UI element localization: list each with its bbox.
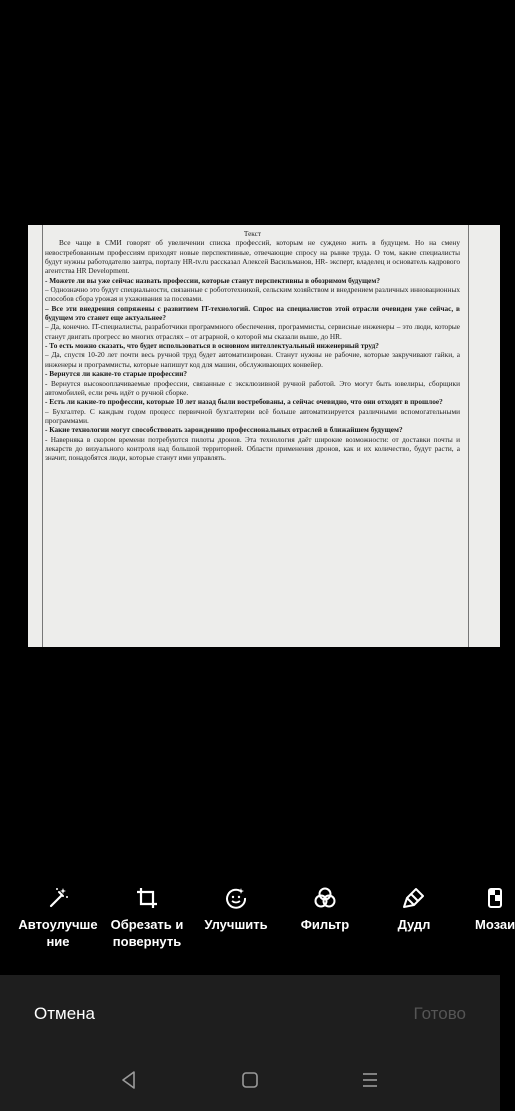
mosaic-icon [487,886,511,910]
filter-button[interactable] [279,880,371,933]
document-paragraph: – Однозначно это будут специальности, связанные с робототехникой, сельским хозяйством и внедрением различных инновационных способов сбора урожая и ухаживания за посевами. [45,285,460,304]
crop-icon [135,886,159,910]
document-paragraph: Все чаще в СМИ говорят об увеличении списка профессий, которым не суждено жить в будущем. Но на смену невостребованным профессиям приходят новые перспективные, отвечающие спросу на рынке труда. О том, какие специалисты будут нужны работодателю завтра, порталу HR-tv.ru рассказал Алексей Васильманов, HR- эксперт, владелец и основатель кадрового агентства HR Development. [45,238,460,276]
mosaic-label: Мозаи [475,917,515,932]
auto-enhance-label: Автоулучше ние [18,917,98,949]
document-paragraph: – Да, конечно. IT-специалисты, разработчики программного обеспечения, программисты, сервисные инженеры – это люди, которые станут двигать прогресс во многих отраслях – от аграрной, о которой мы сказали выше, до HR. [45,322,460,341]
document-paragraph: - То есть можно сказать, что будет использоваться в основном интеллектуальный инженерный труд? [45,341,379,351]
enhance-button[interactable] [190,880,282,933]
menu-icon[interactable] [358,1068,382,1092]
document-text [45,229,460,463]
document-paragraph: - Есть ли какие-то профессии, которые 10 лет назад были востребованы, а сейчас очевидно, что они отходят в прошлое? [45,397,443,407]
document-paragraph: – Все эти внедрения сопряжены с развитием IT-технологий. Спрос на специалистов этой отрасли очевиден уже сейчас, в будущем это станет еще актуальнее? [45,303,460,323]
document-paragraph: - Вернутся высокооплачиваемые профессии, связанные с эксклюзивной ручной работой. Это могут быть ювелиры, сборщики автомобилей, если речь идёт о ручной сборке. [45,378,460,397]
doodle-button[interactable] [368,880,460,933]
crop-rotate-label: Обрезать и повернуть [110,917,184,949]
edit-toolbar [0,880,515,960]
cancel-button[interactable]: Отмена [34,1004,95,1023]
enhance-label: Улучшить [204,917,268,932]
magic-wand-icon [46,886,70,910]
action-bar [0,975,500,1052]
doodle-label: Дудл [397,917,431,932]
document-paragraph: - Какие технологии могут способствовать зарождению профессиональных отраслей в ближайшем будущем? [45,425,403,435]
crop-rotate-button[interactable] [101,880,193,950]
document-paragraph: – Бухгалтер. С каждым годом процесс первичной бухгалтерии всё больше автоматизируется различными вспомогательными программами. [45,406,460,425]
auto-enhance-button[interactable] [12,880,104,950]
document-paragraph: – Да, спустя 10-20 лет почти весь ручной труд будет автоматизирован. Станут нужны не рабочие, которые закручивают гайки, а инженеры и программисты, которые напишут код для машин, обслуживающих конвейер. [45,350,460,369]
document-paragraph: - Можете ли вы уже сейчас назвать профессии, которые станут перспективны в обозримом будущем? [45,275,381,285]
back-icon[interactable] [117,1068,141,1092]
document-paragraph: - Наверняка в скором времени потребуются пилоты дронов. Эта технология даёт широкие возможности: от доставки почты и лекарств до визуального контроля над большой территорией. Области применения дронов, как и их количество, будут расти, а значит, понадобятся люди, которые станут ими управлять. [45,434,460,463]
mosaic-button[interactable] [457,880,515,933]
home-icon[interactable] [238,1068,262,1092]
filter-label: Фильтр [300,917,350,932]
system-navigation-bar [0,1052,500,1111]
done-button[interactable]: Готово [413,1004,466,1023]
enhance-icon [224,886,248,910]
filter-icon [313,886,337,910]
document-photo [28,225,500,647]
document-paragraph: - Вернутся ли какие-то старые профессии? [45,369,188,379]
document-title: Текст [243,229,262,238]
brush-icon [402,886,426,910]
